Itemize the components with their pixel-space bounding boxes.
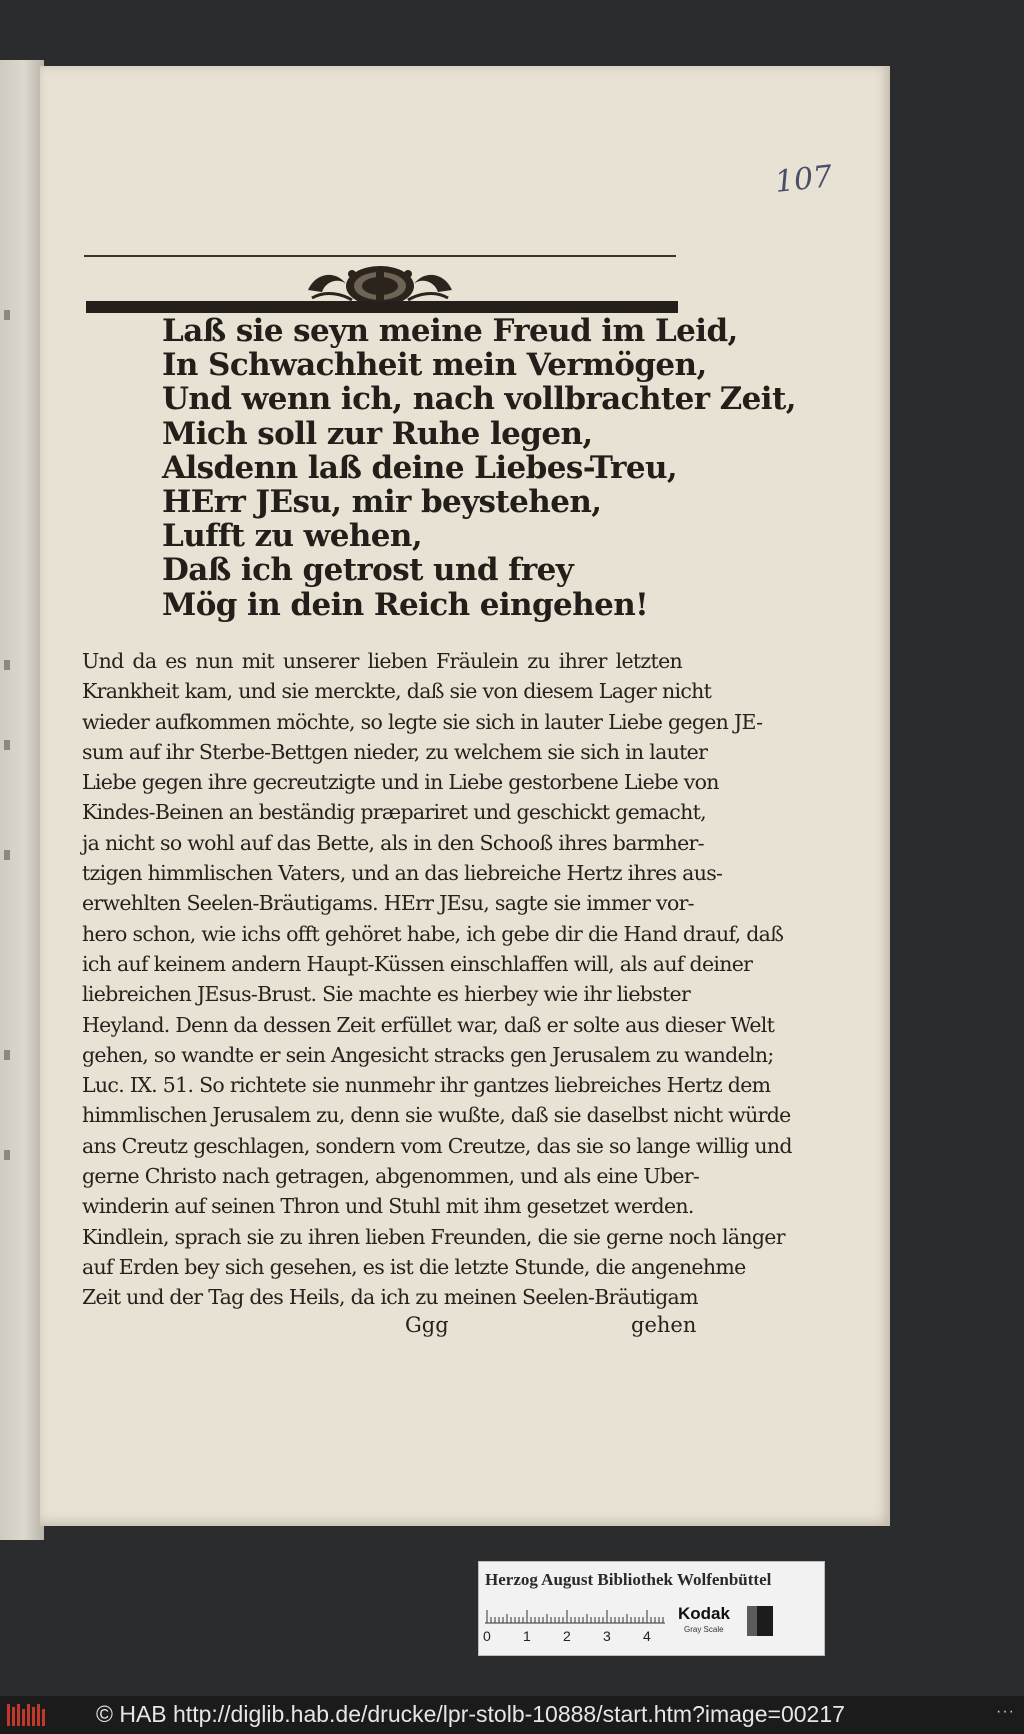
prose-line: liebreichen JEsus-Brust. Sie machte es hierbey wie ihr liebster bbox=[82, 982, 691, 1007]
hab-logo-icon bbox=[6, 1701, 48, 1729]
prose-line: wieder aufkommen möchte, so legte sie sich in lauter Liebe gegen JE- bbox=[82, 709, 763, 734]
prose-line: himmlischen Jerusalem zu, denn sie wußte, daß sie daselbst nicht würde bbox=[82, 1103, 791, 1128]
prose-line: sum auf ihr Sterbe-Bettgen nieder, zu welchem sie sich in lauter bbox=[82, 739, 708, 764]
page-edge-mark bbox=[4, 740, 10, 750]
prose-line: tzigen himmlischen Vaters, und an das liebreiche Hertz ihres aus- bbox=[82, 861, 723, 886]
ornament-bar bbox=[86, 301, 678, 313]
prose-paragraph bbox=[82, 646, 792, 1313]
prose-line: Kindes-Beinen an beständig præpariret und geschickt gemacht, bbox=[82, 800, 706, 825]
ruler-number: 1 bbox=[523, 1628, 531, 1644]
verse-line: Mich soll zur Ruhe legen, bbox=[162, 415, 593, 452]
handwritten-page-number: 107 bbox=[773, 159, 834, 200]
verse-line: Daß ich getrost und frey bbox=[162, 552, 574, 589]
header-rule bbox=[84, 255, 676, 257]
prose-line: auf Erden bey sich gesehen, es ist die letzte Stunde, die angenehme bbox=[82, 1254, 746, 1279]
ruler-scale-icon bbox=[485, 1606, 665, 1624]
ruler-number: 0 bbox=[483, 1628, 491, 1644]
verse-line: Alsdenn laß deine Liebes-Treu, bbox=[162, 449, 678, 486]
prose-line: Zeit und der Tag des Heils, da ich zu meinen Seelen-Bräutigam bbox=[82, 1285, 698, 1310]
page-edge-mark bbox=[4, 1050, 10, 1060]
verse-line: Laß sie seyn meine Freud im Leid, bbox=[162, 313, 738, 349]
verse-line: HErr JEsu, mir beystehen, bbox=[162, 484, 602, 521]
ruler-numbers bbox=[483, 1628, 673, 1646]
page-edge-mark bbox=[4, 1150, 10, 1160]
prose-line: gehen, so wandte er sein Angesicht stracks gen Jerusalem zu wandeln; bbox=[82, 1042, 774, 1067]
ruler-number: 2 bbox=[563, 1628, 571, 1644]
prose-line: ja nicht so wohl auf das Bette, als in den Schooß ihres barmher- bbox=[82, 830, 704, 855]
prose-line: Kindlein, sprach sie zu ihren lieben Freunden, die sie gerne noch länger bbox=[82, 1224, 785, 1249]
prose-line: gerne Christo nach getragen, abgenommen, und als eine Uber- bbox=[82, 1164, 700, 1189]
credit-link[interactable]: © HAB http://diglib.hab.de/drucke/lpr-stolb-10888/start.htm?image=00217 bbox=[96, 1701, 845, 1727]
scanned-page bbox=[40, 66, 890, 1526]
prose-line: ans Creutz geschlagen, sondern vom Creutze, das sie so lange willig und bbox=[82, 1133, 792, 1158]
page-edge-mark bbox=[4, 850, 10, 860]
ruler-number: 4 bbox=[643, 1628, 651, 1644]
kodak-brand: Kodak bbox=[678, 1604, 730, 1623]
facing-page-edge bbox=[0, 60, 44, 1540]
prose-line: Luc. IX. 51. So richtete sie nunmehr ihr gantzes liebreiches Hertz dem bbox=[82, 1073, 771, 1098]
more-menu-button[interactable]: ··· bbox=[996, 1703, 1015, 1720]
footer-bar bbox=[0, 1696, 1024, 1734]
prose-line: ich auf keinem andern Haupt-Küssen einschlaffen will, als auf deiner bbox=[82, 951, 753, 976]
signature-mark: Ggg bbox=[405, 1313, 449, 1337]
color-calibration-card bbox=[478, 1561, 825, 1656]
ruler-number: 3 bbox=[603, 1628, 611, 1644]
page-edge-mark bbox=[4, 660, 10, 670]
prose-line: Krankheit kam, und sie merckte, daß sie von diesem Lager nicht bbox=[82, 679, 712, 704]
prose-line: winderin auf seinen Thron und Stuhl mit ihm gesetzet werden. bbox=[82, 1194, 694, 1219]
prose-line: Liebe gegen ihre gecreutzigte und in Liebe gestorbene Liebe von bbox=[82, 770, 719, 795]
verse-line: Mög in dein Reich eingehen! bbox=[162, 586, 649, 623]
prose-line: Und da es nun mit unserer lieben Fräulein zu ihrer letzten bbox=[82, 649, 682, 673]
prose-line: Heyland. Denn da dessen Zeit erfüllet war, daß er solte aus dieser Welt bbox=[82, 1012, 775, 1037]
library-name: Herzog August Bibliothek Wolfenbüttel bbox=[485, 1570, 772, 1589]
verse-line: Und wenn ich, nach vollbrachter Zeit, bbox=[162, 381, 796, 418]
prose-line: hero schon, wie ichs offt gehöret habe, ich gebe dir die Hand drauf, daß bbox=[82, 921, 784, 946]
verse-line: Lufft zu wehen, bbox=[162, 518, 423, 555]
verse-line: In Schwachheit mein Vermögen, bbox=[162, 347, 707, 384]
prose-line: erwehlten Seelen-Bräutigams. HErr JEsu, sagte sie immer vor- bbox=[82, 891, 694, 916]
catchword: gehen bbox=[631, 1313, 697, 1337]
page-edge-mark bbox=[4, 310, 10, 320]
gray-scale-label: Gray Scale bbox=[684, 1625, 724, 1634]
verse-stanza bbox=[162, 313, 796, 623]
gray-swatch bbox=[747, 1606, 757, 1636]
black-swatch bbox=[757, 1606, 773, 1636]
